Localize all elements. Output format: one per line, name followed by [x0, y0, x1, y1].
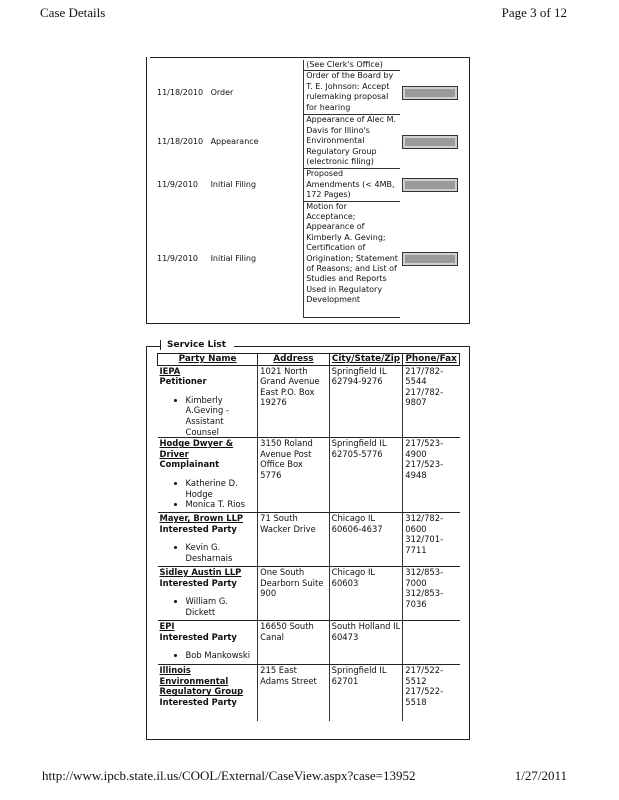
party-role: Interested Party — [159, 696, 237, 707]
service-list-legend: Service List — [160, 340, 234, 350]
party-address: One South Dearborn Suite 900 — [258, 567, 329, 621]
contact-item: • Bob Mankowski — [186, 650, 256, 661]
table-row — [158, 513, 460, 567]
contact-item: • Kevin G. Desharnais — [186, 542, 256, 563]
page-header-title: Case Details — [40, 5, 106, 20]
party-phone — [403, 621, 460, 665]
party-name-link[interactable]: Hodge Dwyer & Driver — [159, 438, 234, 459]
party-phone: 312/853-7000 312/853-7036 — [403, 567, 460, 621]
party-name-link[interactable]: Mayer, Brown LLP — [159, 513, 244, 524]
contact-item: • Katherine D. Hodge — [186, 478, 256, 499]
party-address: 16650 South Canal — [258, 621, 329, 665]
party-address: 71 South Wacker Drive — [258, 513, 329, 567]
docket-date: 11/9/2010 — [157, 253, 199, 263]
contact-item: • Kimberly A.Geving - Assistant Counsel — [186, 395, 256, 437]
col-header-address: Address — [258, 354, 329, 366]
docket-date: 11/9/2010 — [157, 179, 199, 189]
print-date: 1/27/2011 — [514, 768, 567, 783]
party-city: South Holland IL 60473 — [329, 621, 403, 665]
party-name-link[interactable]: Illinois Environmental Regulatory Group — [159, 665, 244, 697]
party-city: Springfield IL 62701 — [329, 665, 403, 721]
party-role: Interested Party — [159, 577, 237, 588]
party-role: Petitioner — [159, 376, 207, 387]
party-city: Springfield IL 62705-5776 — [329, 438, 403, 513]
col-header-party: Party Name — [158, 354, 258, 366]
docket-row-partial — [155, 60, 460, 71]
party-phone: 312/782-0600 312/701-7711 — [403, 513, 460, 567]
docket-row — [155, 201, 460, 317]
view-document-button[interactable] — [402, 178, 458, 192]
table-row — [158, 621, 460, 665]
party-name-link[interactable]: EPI — [159, 621, 175, 632]
party-city: Chicago IL 60606-4637 — [329, 513, 403, 567]
docket-partial-desc: (See Clerk's Office) — [304, 60, 400, 71]
service-list-table — [157, 353, 460, 721]
docket-date: 11/18/2010 — [157, 136, 204, 146]
party-name-link[interactable]: IEPA — [159, 365, 181, 376]
party-phone: 217/522-5512 217/522-5518 — [403, 665, 460, 721]
party-city: Springfield IL 62794-9276 — [329, 365, 403, 438]
view-document-button[interactable] — [402, 252, 458, 266]
docket-row — [155, 169, 460, 201]
docket-row — [155, 71, 460, 115]
table-row — [158, 438, 460, 513]
party-phone: 217/782-5544 217/782-9807 — [403, 365, 460, 438]
col-header-city: City/State/Zip — [329, 354, 403, 366]
docket-type: Initial Filing — [210, 253, 257, 263]
docket-row — [155, 115, 460, 169]
table-row — [158, 567, 460, 621]
docket-date: 11/18/2010 — [157, 87, 204, 97]
party-phone: 217/523-4900 217/523-4948 — [403, 438, 460, 513]
table-row — [158, 665, 460, 721]
docket-type: Initial Filing — [210, 179, 257, 189]
party-role: Complainant — [159, 459, 220, 470]
service-list-header-row — [158, 354, 460, 366]
party-address: 215 East Adams Street — [258, 665, 329, 721]
docket-table — [155, 60, 460, 318]
docket-desc: Appearance of Alec M. Davis for Illino's Environmental Regulatory Group (electronic filing) — [304, 115, 400, 169]
party-name-link[interactable]: Sidley Austin LLP — [159, 567, 242, 578]
party-city: Chicago IL 60603 — [329, 567, 403, 621]
view-document-button[interactable] — [402, 135, 458, 149]
docket-desc: Motion for Acceptance; Appearance of Kimberly A. Geving; Certification of Origination; Statement of Reasons; and List of Studies and Reports Used in Regulatory Development — [304, 201, 400, 317]
docket-desc: Order of the Board by T. E. Johnson: Accept rulemaking proposal for hearing — [304, 71, 400, 115]
contact-item: • Monica T. Rios — [186, 499, 256, 510]
docket-type: Order — [210, 87, 234, 97]
view-document-button[interactable] — [402, 86, 458, 100]
docket-type: Appearance — [210, 136, 259, 146]
party-role: Interested Party — [159, 631, 237, 642]
party-address: 3150 Roland Avenue Post Office Box 5776 — [258, 438, 329, 513]
table-row — [158, 365, 460, 438]
party-role: Interested Party — [159, 523, 237, 534]
party-address: 1021 North Grand Avenue East P.O. Box 19276 — [258, 365, 329, 438]
page-url: http://www.ipcb.state.il.us/COOL/External/CaseView.aspx?case=13952 — [42, 768, 416, 783]
col-header-phone: Phone/Fax — [403, 354, 460, 366]
contact-item: • William G. Dickett — [186, 596, 256, 617]
page-number: Page 3 of 12 — [501, 5, 567, 20]
docket-desc: Proposed Amendments (< 4MB, 172 Pages) — [304, 169, 400, 201]
